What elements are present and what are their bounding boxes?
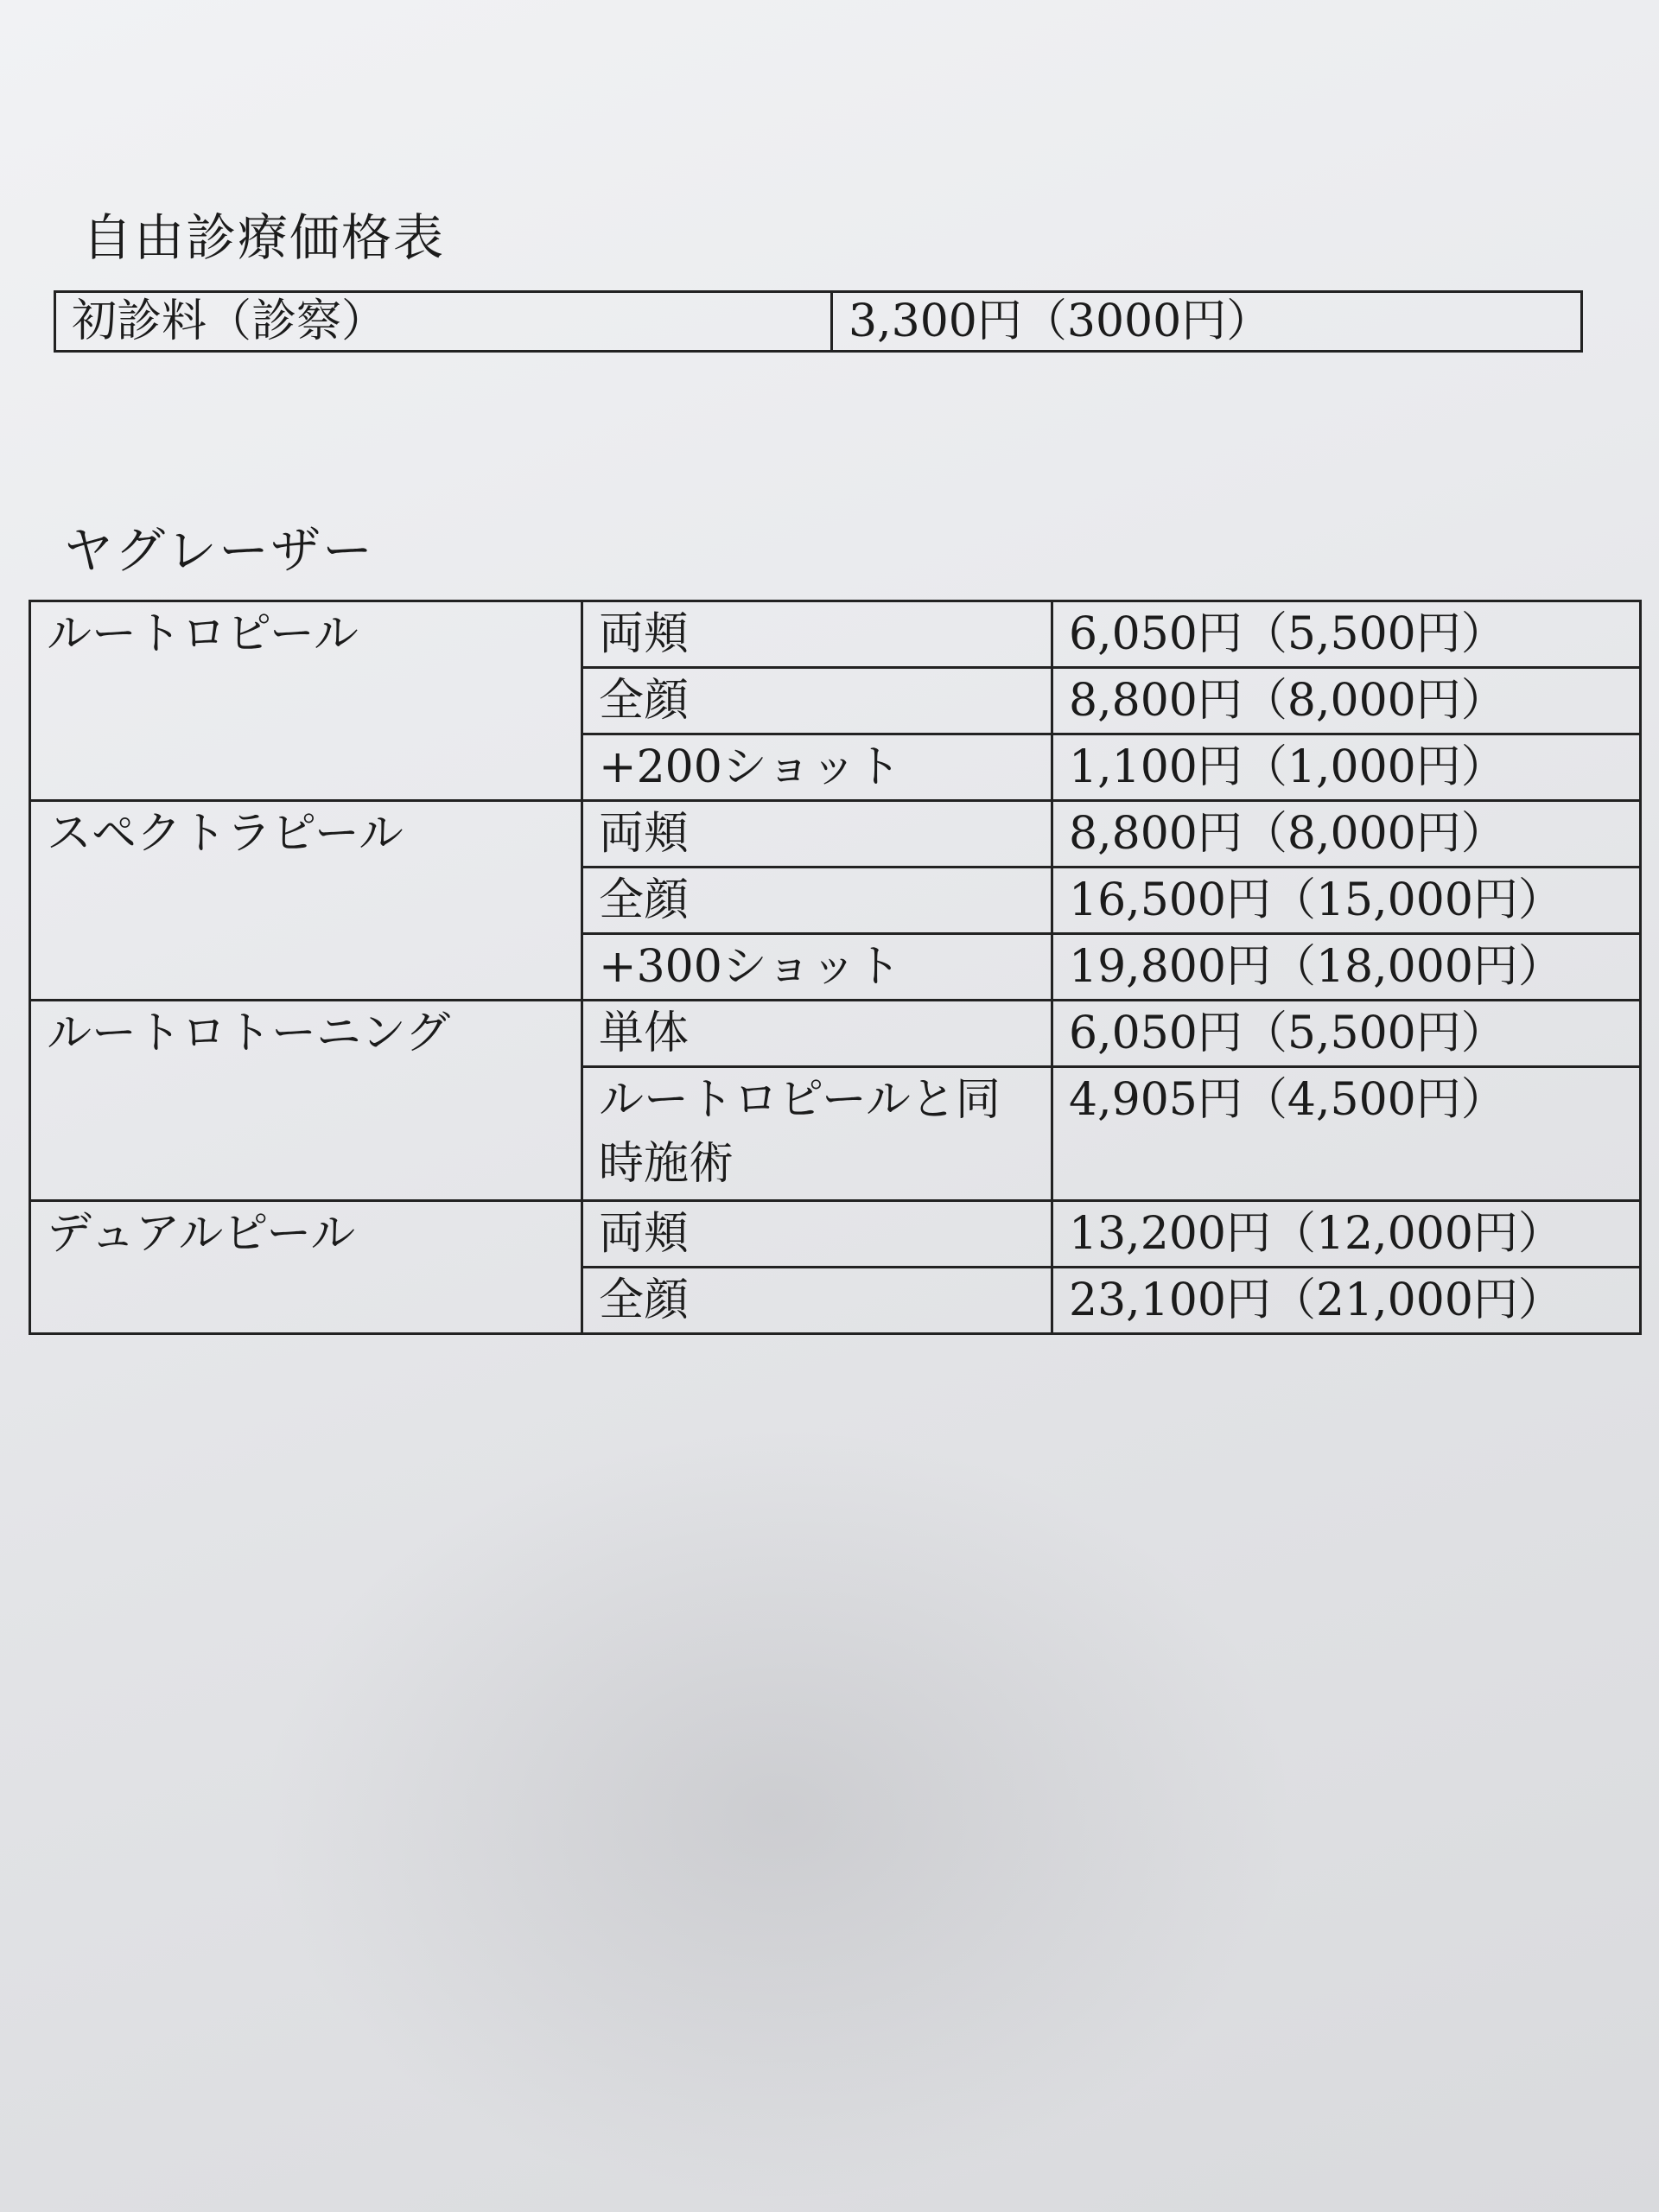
option-label: 全顔 [582, 668, 1052, 734]
option-price: 13,200円（12,000円） [1052, 1201, 1641, 1268]
option-price: 8,800円（8,000円） [1052, 801, 1641, 868]
option-price: 23,100円（21,000円） [1052, 1268, 1641, 1334]
option-label: +200ショット [582, 734, 1052, 801]
option-price: 8,800円（8,000円） [1052, 668, 1641, 734]
paper-shadow [259, 1426, 1296, 2203]
consultation-label: 初診料（診察） [55, 292, 832, 352]
table-row [30, 801, 1641, 868]
option-label: 両頬 [582, 1201, 1052, 1268]
option-label: 全顔 [582, 868, 1052, 934]
option-price: 1,100円（1,000円） [1052, 734, 1641, 801]
section-title: ヤグレーザー [63, 521, 375, 580]
option-price: 19,800円（18,000円） [1052, 934, 1641, 1001]
option-price: 6,050円（5,500円） [1052, 1001, 1641, 1067]
treatment-name: スペクトラピール [30, 801, 582, 1001]
table-row [30, 1201, 1641, 1268]
option-label: 両頬 [582, 601, 1052, 668]
option-label: 両頬 [582, 801, 1052, 868]
page-title: 自由診療価格表 [82, 208, 446, 267]
option-price: 16,500円（15,000円） [1052, 868, 1641, 934]
option-label: +300ショット [582, 934, 1052, 1001]
option-label: 単体 [582, 1001, 1052, 1067]
treatment-name: ルートロトーニング [30, 1001, 582, 1201]
consultation-table [54, 290, 1583, 353]
treatment-name: デュアルピール [30, 1201, 582, 1334]
option-label: 全顔 [582, 1268, 1052, 1334]
treatment-name: ルートロピール [30, 601, 582, 801]
option-price: 4,905円（4,500円） [1052, 1067, 1641, 1201]
option-price: 6,050円（5,500円） [1052, 601, 1641, 668]
option-label: ルートロピールと同時施術 [582, 1067, 1052, 1201]
table-row [30, 1001, 1641, 1067]
consultation-price: 3,300円（3000円） [832, 292, 1582, 352]
table-row [30, 601, 1641, 668]
table-row [55, 292, 1582, 352]
yag-laser-price-table [29, 600, 1642, 1335]
